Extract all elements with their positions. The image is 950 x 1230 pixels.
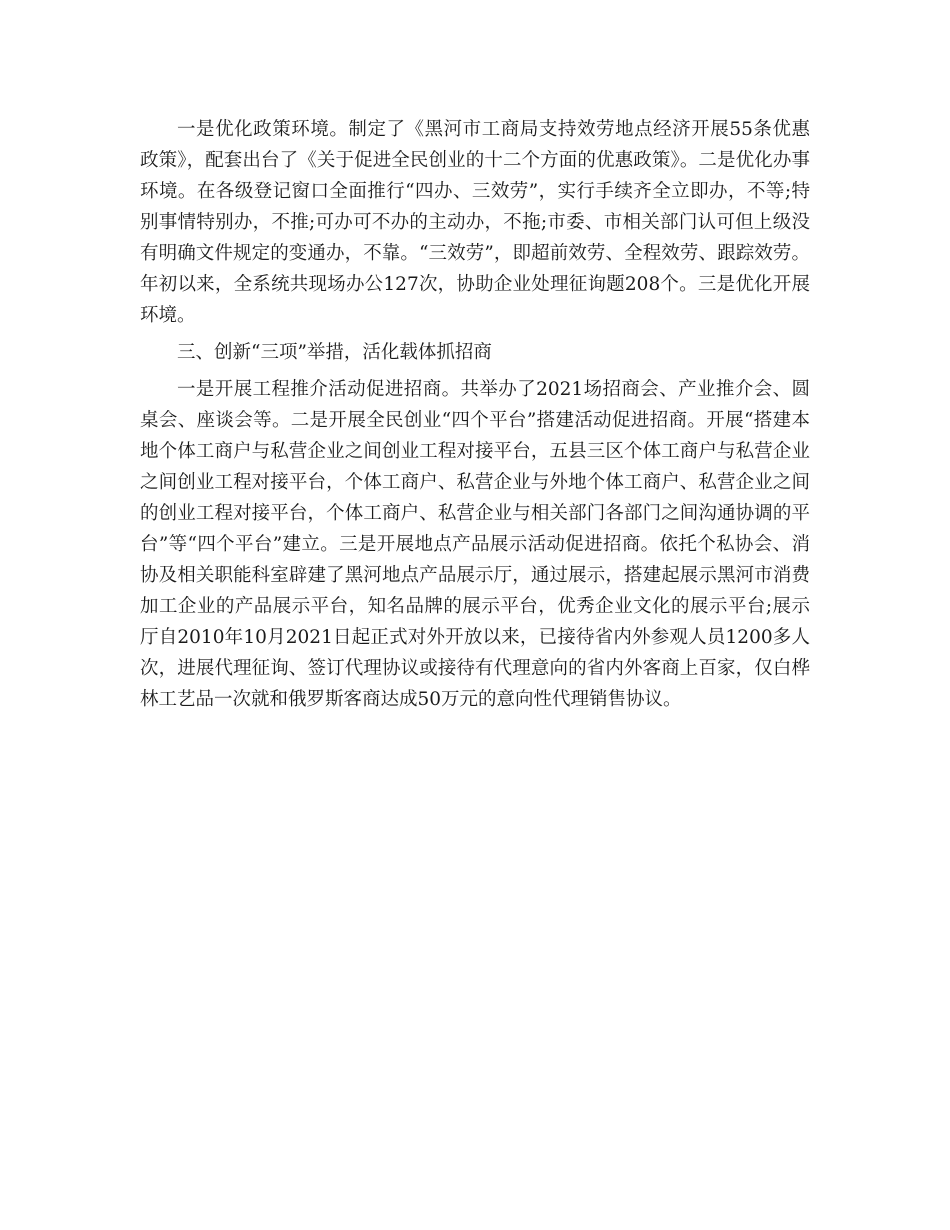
document-body [140,114,810,721]
paragraph-investment: 一是开展工程推介活动促进招商。共举办了2021场招商会、产业推介会、圆桌会、座谈会等。二是开展全民创业“四个平台”搭建活动促进招商。开展“搭建本地个体工商户与私营企业之间创业工程对接平台，五县三区个体工商户与私营企业之间创业工程对接平台，个体工商户、私营企业与外地个体工商户、私营企业之间的创业工程对接平台，个体工商户、私营企业与相关部门各部门之间沟通协调的平台”等“四个平台”建立。三是开展地点产品展示活动促进招商。依托个私协会、消协及相关职能科室辟建了黑河地点产品展示厅，通过展示，搭建起展示黑河市消费加工企业的产品展示平台，知名品牌的展示平台，优秀企业文化的展示平台;展示厅自2010年10月2021日起正式对外开放以来，已接待省内外参观人员1200多人次，进展代理征询、签订代理协议或接待有代理意向的省内外客商上百家，仅白桦林工艺品一次就和俄罗斯客商达成50万元的意向性代理销售协议。 [140,379,810,710]
paragraph-environment: 一是优化政策环境。制定了《黑河市工商局支持效劳地点经济开展55条优惠政策》，配套出台了《关于促进全民创业的十二个方面的优惠政策》。二是优化办事环境。在各级登记窗口全面推行“四办、三效劳”，实行手续齐全立即办，不等;特别事情特别办，不推;可办可不办的主动办，不拖;市委、市相关部门认可但上级没有明确文件规定的变通办，不靠。“三效劳”，即超前效劳、全程效劳、跟踪效劳。年初以来，全系统共现场办公127次，协助企业处理征询题208个。三是优化开展环境。 [140,119,810,326]
section-heading: 三、创新“三项”举措，活化载体抓招商 [177,342,492,363]
